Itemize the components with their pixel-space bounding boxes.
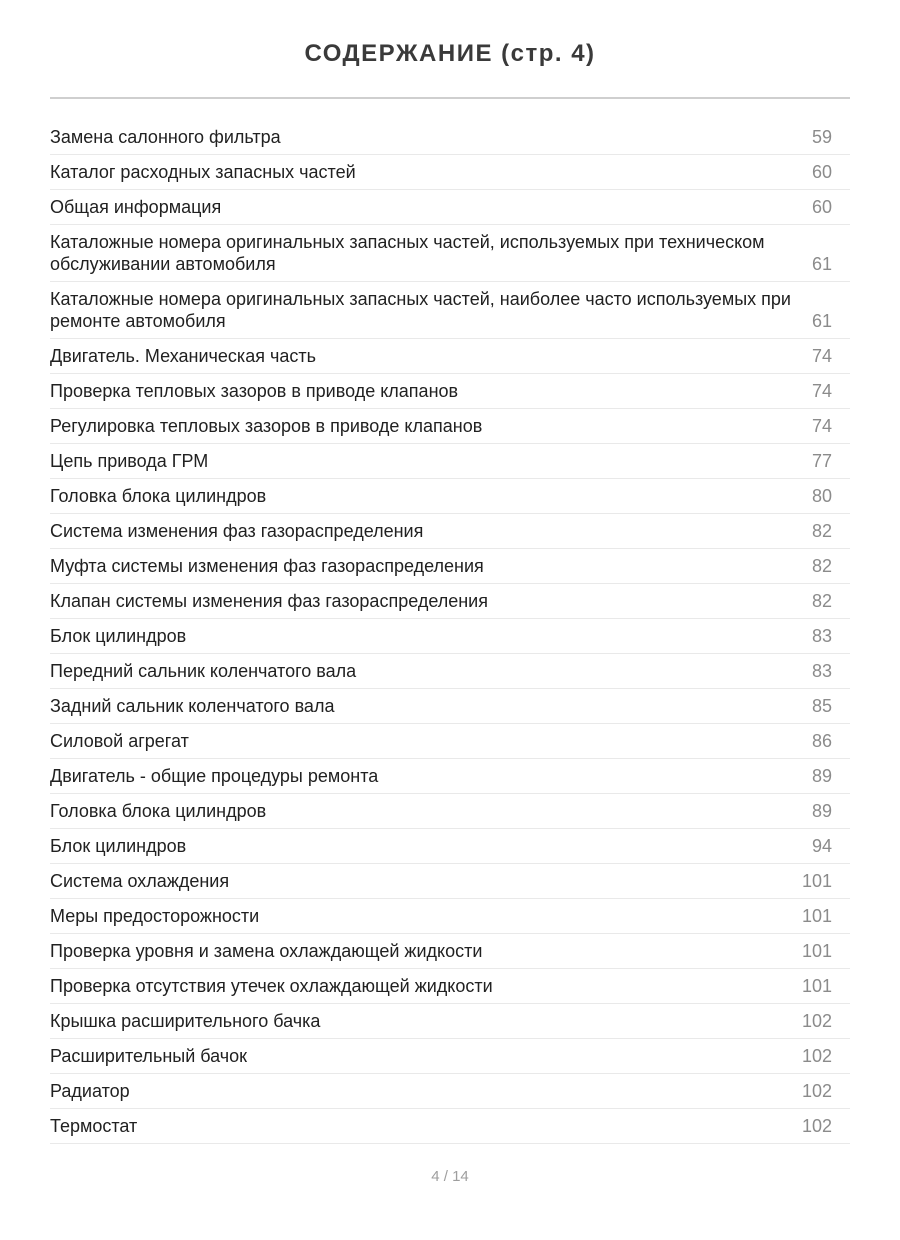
toc-entry-page-number: 74 <box>811 416 832 436</box>
toc-entry-label: Блок цилиндров <box>50 626 187 646</box>
toc-entry-page-number: 94 <box>811 836 832 856</box>
toc-entry-label: Регулировка тепловых зазоров в приводе клапанов <box>50 416 483 436</box>
toc-entry-page-number: 101 <box>801 871 832 891</box>
toc-entry-label: Каталожные номера оригинальных запасных частей, наиболее часто используемых при ремонте автомобиля <box>50 289 791 331</box>
toc-entry-page-number: 102 <box>801 1046 832 1066</box>
toc-row[interactable] <box>50 584 850 619</box>
toc-entry-page-number: 86 <box>811 731 832 751</box>
header-divider <box>50 97 850 99</box>
toc-entry-page-number: 102 <box>801 1116 832 1136</box>
toc-row[interactable] <box>50 969 850 1004</box>
toc-entry-label: Проверка уровня и замена охлаждающей жидкости <box>50 941 483 961</box>
toc-entry-page-number: 85 <box>811 696 832 716</box>
toc-entry-label: Крышка расширительного бачка <box>50 1011 321 1031</box>
toc-page <box>0 40 900 1240</box>
toc-entry-label: Проверка тепловых зазоров в приводе клапанов <box>50 381 459 401</box>
toc-row[interactable] <box>50 514 850 549</box>
toc-entry-label: Радиатор <box>50 1081 130 1101</box>
page-indicator: 4 / 14 <box>431 1168 469 1185</box>
toc-row[interactable] <box>50 409 850 444</box>
toc-row[interactable] <box>50 549 850 584</box>
toc-entry-label: Термостат <box>50 1116 138 1136</box>
toc-entry-label: Клапан системы изменения фаз газораспределения <box>50 591 488 611</box>
toc-row[interactable] <box>50 225 850 282</box>
toc-list <box>50 120 850 1144</box>
toc-entry-label: Двигатель. Механическая часть <box>50 346 316 366</box>
toc-row[interactable] <box>50 654 850 689</box>
toc-entry-page-number: 83 <box>811 661 832 681</box>
toc-entry-label: Каталожные номера оригинальных запасных частей, используемых при техническом обслуживании автомобиля <box>50 232 765 274</box>
toc-row[interactable] <box>50 120 850 155</box>
toc-entry-page-number: 82 <box>811 556 832 576</box>
toc-entry-label: Передний сальник коленчатого вала <box>50 661 357 681</box>
toc-row[interactable] <box>50 155 850 190</box>
toc-entry-page-number: 61 <box>811 311 832 331</box>
toc-entry-label: Общая информация <box>50 197 222 217</box>
toc-entry-page-number: 102 <box>801 1081 832 1101</box>
toc-entry-page-number: 83 <box>811 626 832 646</box>
toc-entry-label: Головка блока цилиндров <box>50 486 267 506</box>
toc-row[interactable] <box>50 1074 850 1109</box>
toc-entry-page-number: 61 <box>811 254 832 274</box>
toc-entry-page-number: 102 <box>801 1011 832 1031</box>
toc-entry-label: Цепь привода ГРМ <box>50 451 209 471</box>
toc-row[interactable] <box>50 934 850 969</box>
toc-entry-label: Муфта системы изменения фаз газораспределения <box>50 556 484 576</box>
toc-entry-label: Блок цилиндров <box>50 836 187 856</box>
toc-row[interactable] <box>50 619 850 654</box>
toc-row[interactable] <box>50 1039 850 1074</box>
toc-row[interactable] <box>50 374 850 409</box>
toc-entry-label: Система охлаждения <box>50 871 230 891</box>
toc-entry-page-number: 82 <box>811 521 832 541</box>
toc-entry-page-number: 59 <box>811 127 832 147</box>
page-title: СОДЕРЖАНИЕ (стр. 4) <box>304 40 596 67</box>
toc-row[interactable] <box>50 689 850 724</box>
toc-entry-label: Система изменения фаз газораспределения <box>50 521 424 541</box>
toc-entry-page-number: 60 <box>811 162 832 182</box>
toc-entry-page-number: 82 <box>811 591 832 611</box>
toc-entry-label: Замена салонного фильтра <box>50 127 281 147</box>
toc-entry-page-number: 80 <box>811 486 832 506</box>
toc-entry-page-number: 89 <box>811 801 832 821</box>
toc-row[interactable] <box>50 190 850 225</box>
toc-entry-label: Задний сальник коленчатого вала <box>50 696 335 716</box>
toc-row[interactable] <box>50 829 850 864</box>
toc-entry-page-number: 74 <box>811 381 832 401</box>
toc-entry-page-number: 74 <box>811 346 832 366</box>
toc-entry-label: Силовой агрегат <box>50 731 189 751</box>
toc-row[interactable] <box>50 759 850 794</box>
toc-entry-page-number: 101 <box>801 941 832 961</box>
toc-row[interactable] <box>50 794 850 829</box>
toc-row[interactable] <box>50 899 850 934</box>
toc-row[interactable] <box>50 282 850 339</box>
toc-row[interactable] <box>50 479 850 514</box>
toc-entry-page-number: 101 <box>801 976 832 996</box>
toc-entry-label: Проверка отсутствия утечек охлаждающей жидкости <box>50 976 493 996</box>
toc-row[interactable] <box>50 444 850 479</box>
toc-entry-page-number: 77 <box>811 451 832 471</box>
toc-entry-label: Расширительный бачок <box>50 1046 248 1066</box>
toc-entry-page-number: 101 <box>801 906 832 926</box>
toc-row[interactable] <box>50 724 850 759</box>
toc-entry-page-number: 60 <box>811 197 832 217</box>
toc-entry-label: Двигатель - общие процедуры ремонта <box>50 766 379 786</box>
toc-entry-label: Каталог расходных запасных частей <box>50 162 356 182</box>
toc-entry-label: Головка блока цилиндров <box>50 801 267 821</box>
toc-entry-page-number: 89 <box>811 766 832 786</box>
toc-row[interactable] <box>50 339 850 374</box>
toc-entry-label: Меры предосторожности <box>50 906 260 926</box>
toc-row[interactable] <box>50 1004 850 1039</box>
toc-row[interactable] <box>50 1109 850 1144</box>
toc-row[interactable] <box>50 864 850 899</box>
